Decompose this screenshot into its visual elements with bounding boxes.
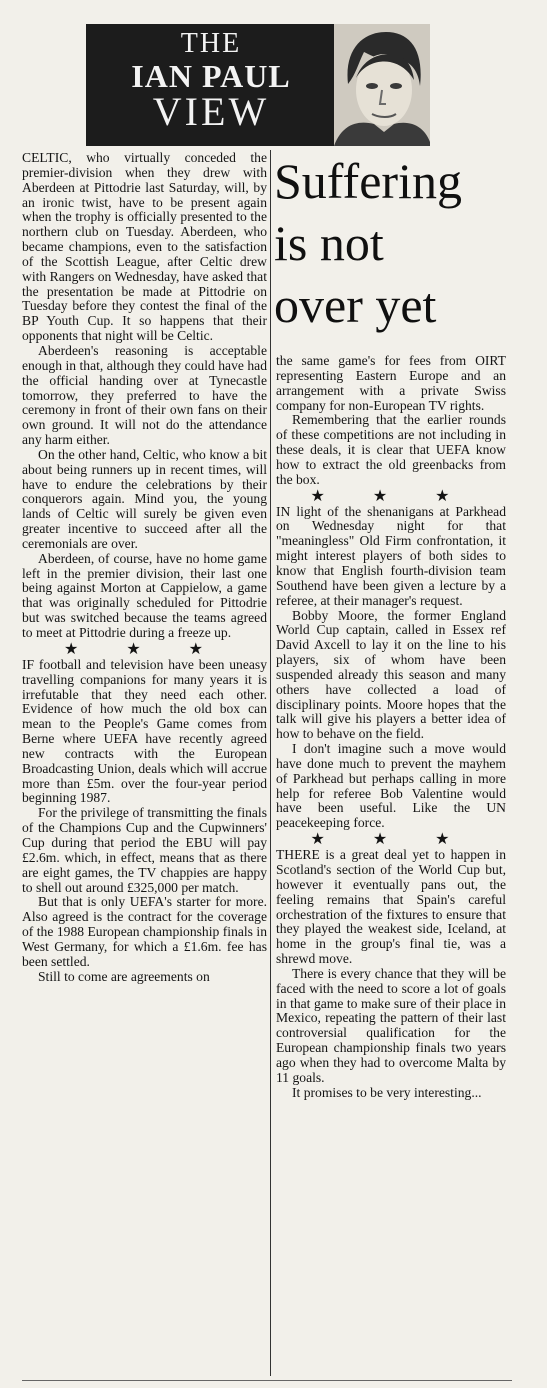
banner-title <box>86 30 336 132</box>
headline-line-2: is not <box>274 215 384 271</box>
column-banner <box>86 24 430 146</box>
paragraph: I don't imagine such a move would have done much to prevent the mayhem of Parkhead but perhaps calling in more help for referee Bob Valentine would have been useful. Like the UN peacekeeping force. <box>276 741 506 831</box>
banner-line-the: THE <box>180 28 242 59</box>
paragraph: IF football and television have been uneasy travelling companions for many years it is irrefutable that they need each other. Evidence of how much the old box can mean to the People's Game comes from Berne where UEFA have recently agreed new contracts with the European Broadcasting Union, deals which will accrue more than £5m. over the four-year period beginning 1987. <box>22 656 267 806</box>
banner-line-view: VIEW <box>152 89 270 134</box>
section-break-stars: ★ ★ ★ <box>310 487 472 505</box>
article-column-right <box>276 354 506 1101</box>
paragraph: There is every chance that they will be faced with the need to score a lot of goals in that game to make sure of their place in Mexico, repeating the pattern of their last controversial qualification for the European championship finals two years ago when they had to overcome Malta by 11 goals. <box>276 965 506 1085</box>
paragraph: Remembering that the earlier rounds of these competitions are not including in these deals, it is clear that UEFA know how to extract the old greenbacks from the box. <box>276 412 506 487</box>
paragraph: CELTIC, who virtually conceded the premier-division when they drew with Aberdeen at Pittodrie last Saturday, will, by an ironic twist, have to be present again when the trophy is officially presented to the northern club on Tuesday. Aberdeen, who became champions, even to the satisfaction of the Scottish League, after Celtic drew with Rangers on Wednesday, have asked that the presentation be made at Pittodrie on Tuesday before they contest the final of the BP Youth Cup. It so happens that their opponents that night will be Celtic. <box>22 150 267 344</box>
section-break-stars: ★ ★ ★ <box>310 831 472 849</box>
paragraph: THERE is a great deal yet to happen in Scotland's section of the World Cup but, however it eventually pans out, the feeling remains that Spain's careful orchestration of the fixtures to ensure that they played the weakest side, Iceland, at home in the group's final tie, was a shrewd move. <box>276 847 506 967</box>
portrait-photo-icon <box>334 24 430 146</box>
paragraph: Aberdeen, of course, have no home game left in the premier division, their last one being against Morton at Cappielow, a game that was originally scheduled for Pittodrie but was switched because the teams agreed to meet at Pittodrie during a freeze up. <box>22 550 267 640</box>
article-column-left <box>22 151 267 984</box>
paragraph: But that is only UEFA's starter for more. Also agreed is the contract for the coverage of the 1988 European championship finals in West Germany, for which a £1.6m. fee has been settled. <box>22 894 267 969</box>
paragraph: It promises to be very interesting... <box>292 1084 482 1100</box>
paragraph: For the privilege of transmitting the finals of the Champions Cup and the Cupwinners' Cup during that period the EBU will pay £2.6m. which, in effect, means that as there are eight games, the TV chappies are happy to shell out around £325,000 per match. <box>22 805 267 895</box>
columnist-portrait <box>334 24 430 146</box>
section-break-stars: ★ ★ ★ <box>63 640 226 658</box>
paragraph: Aberdeen's reasoning is acceptable enough in that, although they could have had the official handing over at Tynecastle tomorrow, they preferred to have the ceremony in front of their own fans on their own ground. It will not do the attendance any harm either. <box>22 342 267 448</box>
paragraph: IN light of the shenanigans at Parkhead on Wednesday night for that "meaningless" Old Firm confrontation, it might interest players of both sides to know that English fourth-division team Southend have been given a lecture by a referee, at their manager's request. <box>276 503 506 608</box>
paragraph: Bobby Moore, the former England World Cup captain, called in Essex ref David Axcell to lay it on the line to his players, six of whom have been suspended already this season and many others have collected a load of disciplinary points. Moore hopes that the talk will give his players a better idea of how to behave on the field. <box>276 607 506 742</box>
paragraph: On the other hand, Celtic, who know a bit about being runners up in recent times, will have to endure the celebrations by their conquerors again. Mind you, the young lands of Celtic will surely be given even greater incentive to succeed after all the ceremonials are over. <box>22 446 267 551</box>
paragraph: the same game's for fees from OIRT representing Eastern Europe and an arrangement with a private Swiss company for non-European TV rights. <box>276 353 506 413</box>
article-headline <box>274 150 514 336</box>
paragraph: Still to come are agreements on <box>38 968 210 984</box>
headline-line-1: Suffering <box>274 153 462 209</box>
banner-line-name: IAN PAUL <box>131 58 291 94</box>
bottom-rule <box>22 1380 512 1381</box>
column-divider <box>270 150 271 1376</box>
headline-line-3: over yet <box>274 277 437 333</box>
